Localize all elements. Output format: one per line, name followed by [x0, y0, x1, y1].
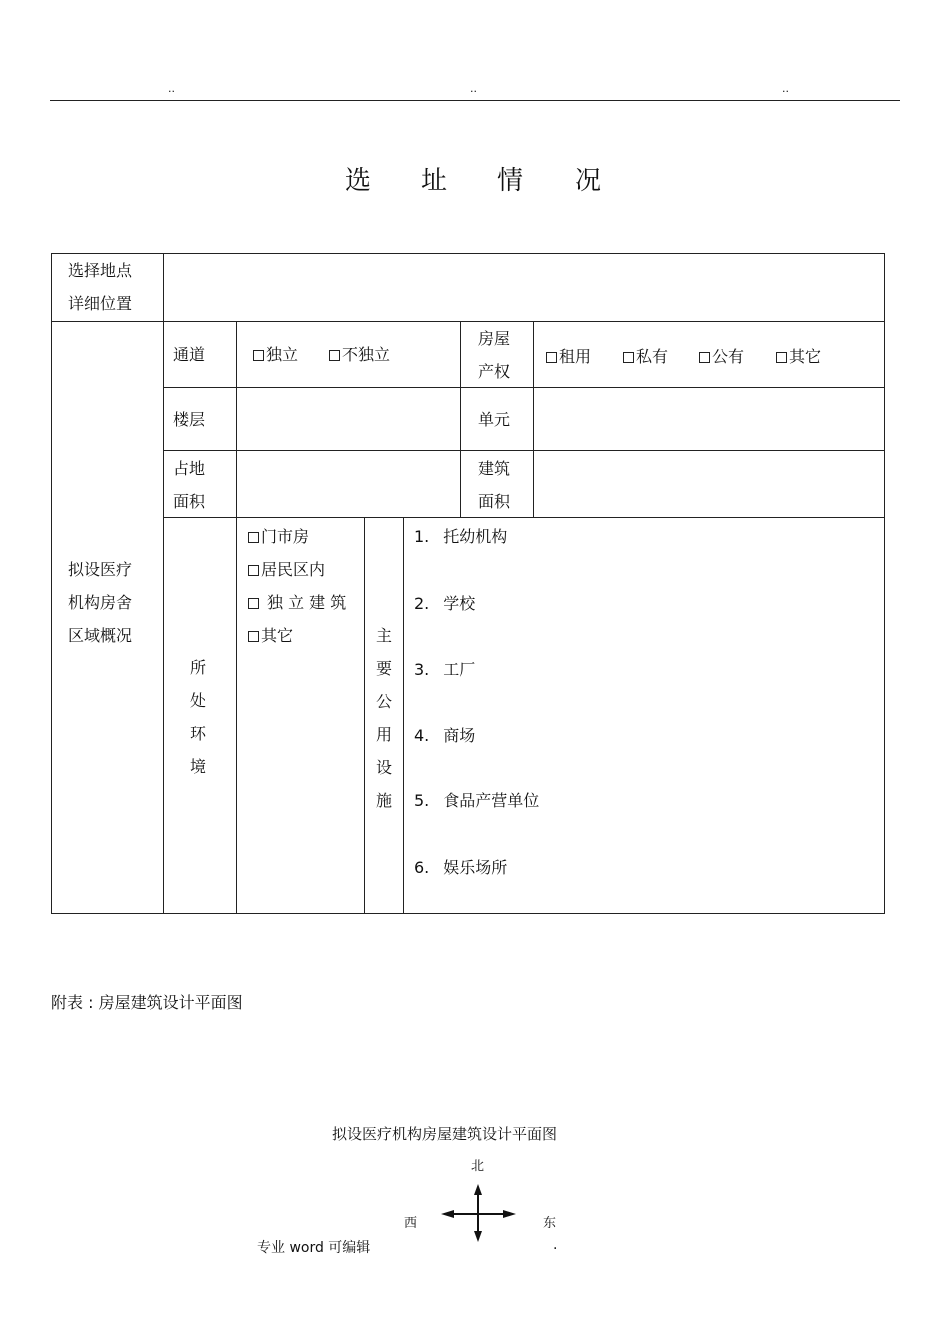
list-item: 1. 托幼机构: [414, 527, 508, 546]
table-border: [403, 517, 404, 913]
appendix-label: 附表 : 房屋建筑设计平面图: [51, 993, 243, 1012]
checkbox-icon[interactable]: [253, 350, 264, 361]
table-border: [163, 450, 885, 451]
facilities-label-char: 要: [375, 659, 392, 678]
footer-left: 专业 word 可编辑: [257, 1240, 371, 1256]
floorplan-title: 拟设医疗机构房屋建筑设计平面图: [332, 1125, 558, 1143]
checkbox-icon[interactable]: [248, 631, 259, 642]
ownership-option[interactable]: 其它: [776, 340, 821, 373]
title-char: 情: [497, 166, 524, 196]
checkbox-icon[interactable]: [546, 352, 557, 363]
environment-label-char: 境: [189, 757, 206, 776]
list-item: 5. 食品产营单位: [414, 791, 540, 810]
environment-label-char: 环: [189, 724, 206, 743]
land-area-label-line1: 占地: [173, 459, 206, 478]
environment-option[interactable]: 门市房: [248, 520, 309, 553]
facilities-label-char: 施: [375, 791, 392, 810]
table-border: [51, 253, 885, 254]
header-mark-right: ..: [782, 82, 789, 95]
table-border: [163, 517, 885, 518]
ownership-option[interactable]: 租用: [546, 340, 591, 373]
header-mark-center: ..: [470, 82, 477, 95]
facilities-label-char: 主: [375, 626, 392, 645]
environment-option[interactable]: 独 立 建 筑: [248, 586, 346, 619]
table-border: [51, 913, 885, 914]
checkbox-icon[interactable]: [248, 565, 259, 576]
table-border: [51, 321, 885, 322]
build-area-label-line2: 面积: [478, 492, 511, 511]
header-mark-left: ..: [168, 82, 175, 95]
table-border: [884, 253, 885, 913]
ownership-option[interactable]: 公有: [699, 340, 744, 373]
compass-north-label: 北: [471, 1159, 485, 1174]
compass-east-label: 东: [543, 1216, 557, 1231]
list-item: 2. 学校: [414, 594, 476, 613]
passage-label: 通道: [173, 345, 206, 364]
list-item: 3. 工厂: [414, 660, 476, 679]
floor-label: 楼层: [173, 410, 206, 429]
checkbox-icon[interactable]: [699, 352, 710, 363]
facilities-label-char: 公: [375, 692, 392, 711]
region-label-line2: 机构房舍: [68, 593, 133, 612]
list-item: 4. 商场: [414, 726, 476, 745]
region-label-line3: 区域概况: [68, 626, 133, 645]
facilities-label-char: 设: [375, 758, 392, 777]
region-label-line1: 拟设医疗: [68, 560, 133, 579]
checkbox-icon[interactable]: [248, 532, 259, 543]
passage-option[interactable]: 独立: [253, 338, 298, 371]
checkbox-icon[interactable]: [248, 598, 259, 609]
footer-right: .: [553, 1237, 558, 1253]
facilities-label-char: 用: [375, 725, 392, 744]
title-char: 况: [575, 166, 602, 196]
table-border: [163, 387, 885, 388]
table-border: [460, 321, 461, 517]
header-rule: [50, 100, 900, 101]
build-area-label-line1: 建筑: [478, 459, 511, 478]
table-border: [236, 321, 237, 913]
location-label-line2: 详细位置: [68, 294, 133, 313]
land-area-label-line2: 面积: [173, 492, 206, 511]
checkbox-icon[interactable]: [776, 352, 787, 363]
ownership-option[interactable]: 私有: [623, 340, 668, 373]
title-char: 址: [421, 166, 448, 196]
ownership-label-line1: 房屋: [478, 329, 511, 348]
passage-option[interactable]: 不独立: [329, 338, 390, 371]
checkbox-icon[interactable]: [329, 350, 340, 361]
environment-option[interactable]: 居民区内: [248, 553, 325, 586]
table-border: [51, 253, 52, 913]
compass-west-label: 西: [404, 1216, 418, 1231]
table-border: [163, 253, 164, 913]
environment-label-char: 所: [189, 658, 206, 677]
table-border: [364, 517, 365, 913]
ownership-label-line2: 产权: [478, 362, 511, 381]
title-char: 选: [345, 166, 372, 196]
checkbox-icon[interactable]: [623, 352, 634, 363]
unit-label: 单元: [478, 410, 511, 429]
compass-icon: [440, 1183, 518, 1243]
location-label-line1: 选择地点: [68, 261, 133, 280]
environment-option[interactable]: 其它: [248, 619, 293, 652]
environment-label-char: 处: [189, 691, 206, 710]
list-item: 6. 娱乐场所: [414, 858, 508, 877]
table-border: [533, 321, 534, 517]
